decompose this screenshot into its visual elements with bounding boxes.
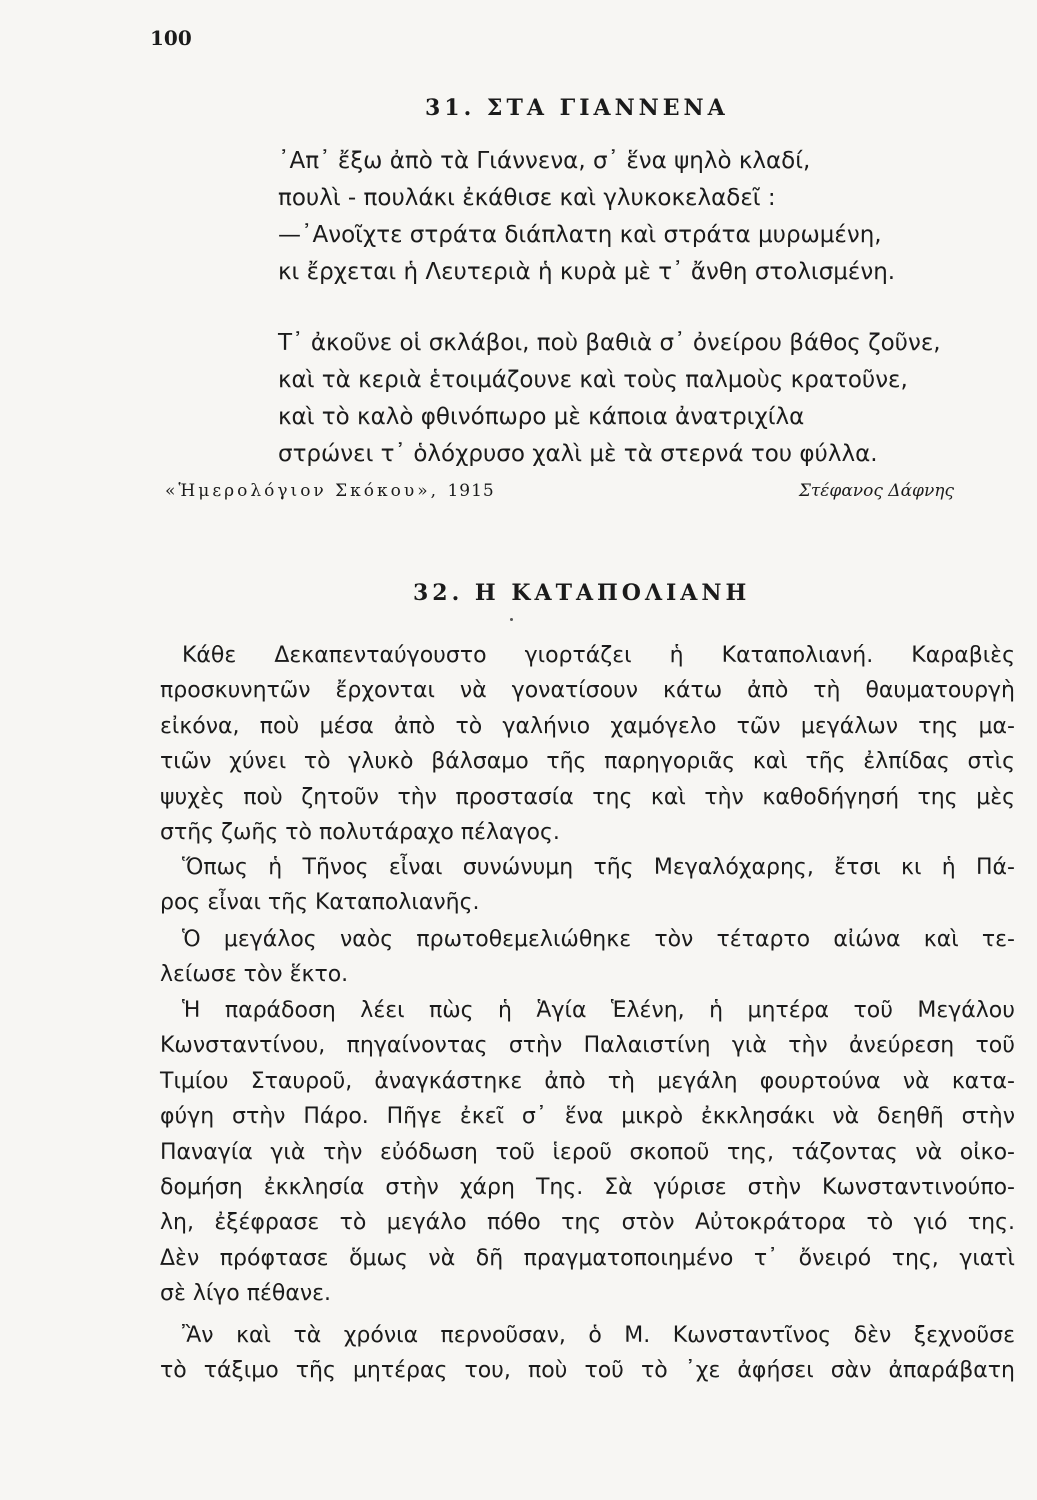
poem-line: καὶ τὰ κεριὰ ἑτοιμάζουνε καὶ τοὺς παλμοὺς κρατοῦνε, — [278, 367, 908, 393]
poem-line: ᾿Απ᾿ ἔξω ἀπὸ τὰ Γιάννενα, σ᾿ ἕνα ψηλὸ κλαδί, — [278, 148, 811, 174]
source-year: 1915 — [447, 481, 495, 501]
text-line: δομήση ἐκκλησία στὴν χάρη Της. Σὰ γύρισε στὴν Κωνσταντινούπο- — [160, 1175, 1015, 1201]
text-line: τὸ τάξιμο τῆς μητέρας του, ποὺ τοῦ τὸ ᾿χε ἀφήσει σὰν ἀπαράβατη — [160, 1358, 1015, 1384]
poem-line: Τ᾿ ἀκοῦνε οἱ σκλάβοι, ποὺ βαθιὰ σ᾿ ὀνείρου βάθος ζοῦνε, — [278, 330, 941, 356]
source-separator: , — [430, 481, 448, 501]
poem-line: πουλὶ - πουλάκι ἐκάθισε καὶ γλυκοκελαδεῖ : — [278, 185, 776, 211]
section-31-title: 31. ΣΤΑ ΓΙΑΝΝΕΝΑ — [425, 95, 729, 121]
poem-line: —᾿Ανοῖχτε στράτα διάπλατη καὶ στράτα μυρωμένη, — [278, 222, 882, 248]
text-line: ρος εἶναι τῆς Καταπολιανῆς. — [160, 890, 480, 916]
source-title: «Ἡμερολόγιον Σκόκου» — [165, 481, 431, 501]
poem-line: καὶ τὸ καλὸ φθινόπωρο μὲ κάποια ἀνατριχίλα — [278, 404, 805, 430]
text-line: Κάθε Δεκαπενταύγουστο γιορτάζει ἡ Καταπολιανή. Καραβιὲς — [182, 643, 1015, 668]
text-line: φύγη στὴν Πάρο. Πῆγε ἐκεῖ σ᾿ ἕνα μικρὸ ἐκκλησάκι νὰ δεηθῆ στὴν — [160, 1104, 1015, 1130]
text-line: Ὅπως ἡ Τῆνος εἶναι συνώνυμη τῆς Μεγαλόχαρης, ἔτσι κι ἡ Πά- — [182, 855, 1015, 880]
text-line: Παναγία γιὰ τὴν εὐόδωση τοῦ ἱεροῦ σκοποῦ της, τάζοντας νὰ οἰκο- — [160, 1139, 1015, 1165]
text-line: Δὲν πρόφτασε ὅμως νὰ δῆ πραγματοποιημένο τ᾿ ὄνειρό της, γιατὶ — [160, 1245, 1015, 1271]
text-line: λείωσε τὸν ἕκτο. — [160, 962, 349, 988]
poem-line: κι ἔρχεται ἡ Λευτεριὰ ἡ κυρὰ μὲ τ᾿ ἄνθη στολισμένη. — [278, 259, 896, 285]
text-line: τιῶν χύνει τὸ γλυκὸ βάλσαμο τῆς παρηγοριᾶς καὶ τῆς ἐλπίδας στὶς — [160, 749, 1015, 775]
page-number: 100 — [150, 26, 192, 50]
paragraph-3 — [160, 922, 1015, 993]
poem-stanza-1 — [278, 143, 895, 291]
section-32-title: 32. Η ΚΑΤΑΠΟΛΙΑΝΗ — [413, 580, 751, 606]
text-line: Ἂν καὶ τὰ χρόνια περνοῦσαν, ὁ Μ. Κωνσταντῖνος δὲν ξεχνοῦσε — [182, 1323, 1015, 1348]
text-line: σὲ λίγο πέθανε. — [160, 1281, 332, 1307]
poem-source — [165, 481, 495, 501]
paragraph-1 — [160, 638, 1015, 850]
paragraph-2 — [160, 850, 1015, 921]
text-line: Ἡ παράδοση λέει πὼς ἡ Ἁγία Ἑλένη, ἡ μητέρα τοῦ Μεγάλου — [182, 998, 1015, 1023]
poem-stanza-2 — [278, 325, 941, 473]
text-line: ψυχὲς ποὺ ζητοῦν τὴν προστασία της καὶ τὴν καθοδήγησή της μὲς — [160, 784, 1015, 810]
text-line: λη, ἐξέφρασε τὸ μεγάλο πόθο της στὸν Αὐτοκράτορα τὸ γιό της. — [160, 1210, 1015, 1236]
poem-author: Στέφανος Δάφνης — [798, 481, 954, 501]
poem-line: στρώνει τ᾿ ὁλόχρυσο χαλὶ μὲ τὰ στερνά του φύλλα. — [278, 441, 878, 467]
paragraph-5 — [160, 1318, 1015, 1389]
text-line: εἰκόνα, ποὺ μέσα ἀπὸ τὸ γαλήνιο χαμόγελο τῶν μεγάλων της μα- — [160, 713, 1015, 739]
paragraph-4 — [160, 993, 1015, 1312]
text-line: Κωνσταντίνου, πηγαίνοντας στὴν Παλαιστίνη γιὰ τὴν ἀνεύρεση τοῦ — [160, 1033, 1015, 1059]
text-line: Τιμίου Σταυροῦ, ἀναγκάστηκε ἀπὸ τὴ μεγάλη φουρτούνα νὰ κατα- — [160, 1068, 1015, 1094]
text-line: Ὁ μεγάλος ναὸς πρωτοθεμελιώθηκε τὸν τέταρτο αἰώνα καὶ τε- — [182, 927, 1015, 952]
text-line: προσκυνητῶν ἔρχονται νὰ γονατίσουν κάτω ἀπὸ τὴ θαυματουργὴ — [160, 678, 1015, 704]
stray-mark — [510, 618, 513, 621]
text-line: στῆς ζωῆς τὸ πολυτάραχο πέλαγος. — [160, 820, 560, 846]
